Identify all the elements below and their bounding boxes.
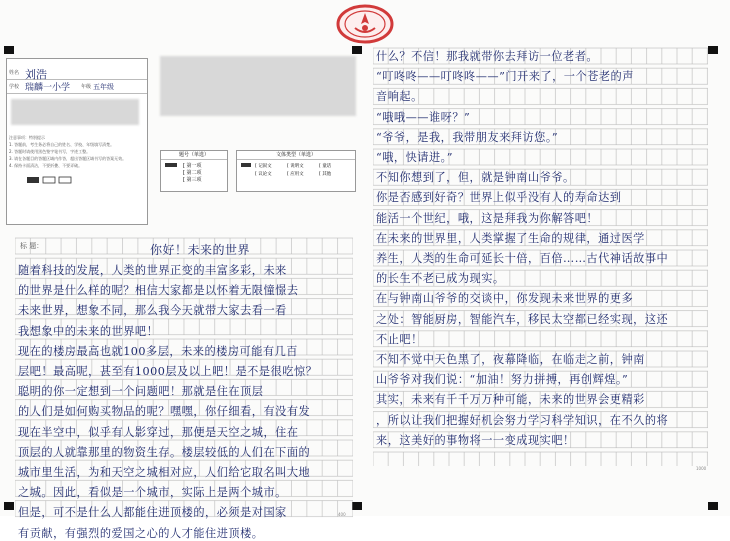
essay-line: “叮咚咚——叮咚咚——”门开来了，一个苍老的声 (376, 70, 634, 84)
registration-mark (4, 502, 14, 510)
option-1[interactable]: [ 第一项 (183, 163, 202, 169)
option-expository[interactable]: [ 说明文 (287, 164, 304, 169)
school-emblem-icon (333, 2, 397, 46)
option-other[interactable]: [ 其他 (319, 172, 332, 177)
essay-line: 的长生不老已成为现实。 (376, 272, 505, 286)
student-info-box (6, 58, 148, 225)
registration-mark (352, 46, 362, 54)
filled-mark (165, 163, 177, 167)
essay-line: 但是，可不是什么人都能住进顶楼的，必须是对国家 (18, 506, 287, 520)
essay-line: 能活一个世纪，哦，这是拜我为你解答吧！ (376, 211, 599, 225)
sample-marks-icon (27, 176, 77, 184)
instructions: 注意事项：特别提示 1. 答题前，考生务必将自己的姓名、学校、年级填写清楚。 2. 答题时请使用黑色签字笔书写，字迹工整。 3. 请在各题目的答题区域内作答，超出答题区域书写的答案无效。 4. 保持卡面清洁，不要折叠、不要弄破。 (9, 135, 127, 168)
option-fairytale[interactable]: [ 童话 (319, 164, 332, 169)
genre-options-b (287, 163, 304, 179)
essay-line: 在未来的世界里，人类掌握了生命的规律，通过医学 (376, 231, 645, 245)
redacted-barcode (160, 56, 356, 116)
essay-line: 城市里生活，为和天空之城相对应，人们给它取名叫大地 (18, 466, 311, 479)
registration-mark (708, 46, 718, 54)
essay-line: 随着科技的发展，人类的世界正变的丰富多彩，未来 (18, 264, 287, 277)
essay-line: 在与钟南山爷爷的交谈中，你发现未来世界的更多 (376, 292, 634, 306)
essay-line: 养生，人类的生命可延长十倍，百倍……古代神话故事中 (376, 252, 669, 265)
essay-line: “哦哦——谁呀？” (376, 110, 471, 124)
left-page (0, 46, 368, 540)
essay-line: 之处：智能厨房，智能汽车，移民太空都已经实现，这还 (376, 312, 669, 326)
question-number-options (183, 163, 202, 184)
registration-mark (4, 46, 14, 54)
essay-line: 其实，未来有千千万万种可能，未来的世界会更精彩 (376, 393, 645, 407)
essay-line: “哦，快请进。” (376, 151, 453, 164)
essay-line: “爷爷，是我，我带朋友来拜访您。” (376, 130, 559, 144)
essay-line: 什么？不信！那我就带你去拜访一位老者。 (376, 50, 599, 63)
essay-line: 的人们是如何购买物品的呢？嘿嘿，你仔细看，有没有发 (18, 405, 311, 419)
essay-line: 顶层的人就靠那里的物资生存。楼层较低的人们在下面的 (18, 445, 311, 459)
filled-mark (241, 163, 251, 167)
question-number-box (160, 150, 228, 192)
essay-line: 音响起。 (376, 90, 423, 104)
school-value: 瑞麟一小学 (25, 83, 71, 93)
essay-line: 聪明的你一定想到一个问题吧！那就是住在顶层 (18, 385, 264, 399)
option-narrative[interactable]: [ 记叙文 (255, 164, 272, 169)
genre-options-c (319, 163, 331, 179)
essay-title: 你好！未来的世界 (150, 243, 251, 257)
essay-line: 不知不觉中天色黑了，夜幕降临，在临走之前，钟南 (376, 353, 645, 366)
school-row (7, 81, 147, 94)
registration-mark (352, 502, 362, 510)
grade-label: 年级 (81, 84, 92, 90)
right-word-count: 1000 (696, 466, 707, 471)
essay-line: 我想象中的未来的世界吧！ (18, 324, 159, 338)
essay-line: 现在的楼房最高也就100多层，未来的楼房可能有几百 (18, 344, 298, 358)
genre-box (236, 150, 356, 192)
option-practical[interactable]: [ 应用文 (287, 172, 304, 177)
title-label: 标 题： (20, 242, 44, 250)
essay-line: 不知你想到了，但，就是钟南山爷爷。 (376, 171, 575, 185)
essay-line: 现在半空中，似乎有人影穿过，那便是天空之城，住在 (18, 425, 299, 439)
question-number-title: 题号（单选） (161, 151, 227, 160)
essay-line: 层吧！最高呢，甚至有1000层及以上吧！是不是很吃惊？ (18, 365, 318, 378)
genre-title: 文体类型（单选） (237, 151, 355, 160)
registration-mark (708, 502, 718, 510)
essay-line: 的世界是什么样的呢？相信大家都是以怀着无限憧憬去 (18, 284, 299, 298)
essay-line: 未来世界，想象不同，那么我今天就带大家去看一看 (18, 304, 287, 318)
essay-line: 不止吧！ (376, 332, 423, 346)
name-row (7, 67, 147, 80)
option-argument[interactable]: [ 议论文 (255, 172, 272, 177)
essay-line: 山爷爷对我们说：“加油！努力拼搏，再创辉煌。” (376, 373, 629, 387)
essay-line: 来，这美好的事物将一一变成现实吧！ (376, 433, 575, 447)
essay-line: ，所以让我们把握好机会努力学习科学知识，在不久的将 (376, 413, 669, 427)
left-word-count: 400 (338, 512, 346, 517)
school-label: 学校 (9, 84, 20, 90)
option-3[interactable]: [ 第三项 (183, 177, 202, 183)
option-2[interactable]: [ 第二项 (183, 170, 202, 176)
right-page (368, 46, 730, 516)
name-value: 刘浩 (25, 68, 47, 81)
essay-line: 之城。因此，看似是一个城市，实际上是两个城市。 (18, 486, 287, 500)
essay-line: 你是否感到好奇？世界上似乎没有人的寿命达到 (376, 191, 622, 205)
name-label: 姓名 (9, 70, 20, 76)
grade-value: 五年级 (93, 83, 114, 91)
essay-line: 有贡献，有强烈的爱国之心的人才能住进顶楼。 (18, 526, 264, 540)
genre-options-a (255, 163, 272, 179)
redacted-area (11, 99, 139, 125)
